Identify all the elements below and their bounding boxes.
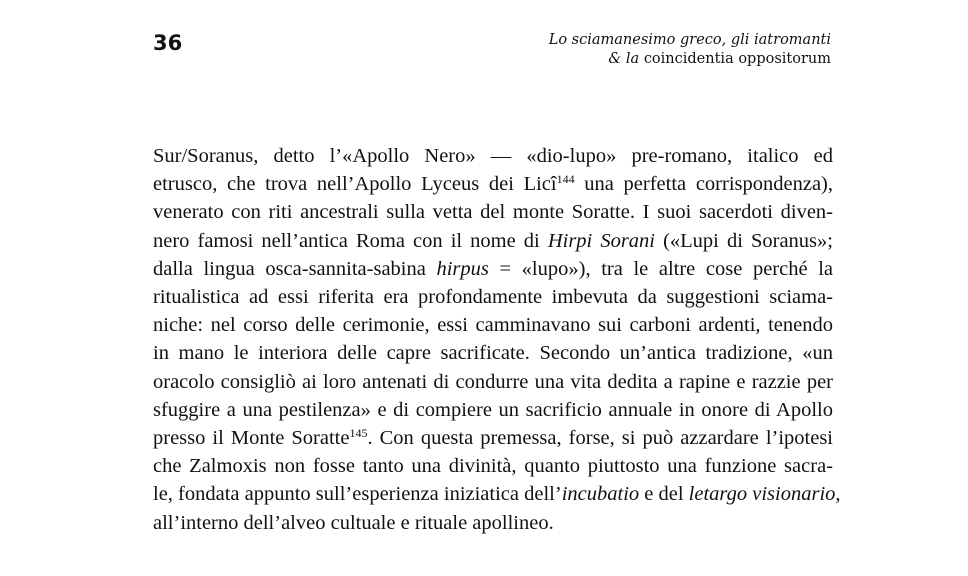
running-head-article: la <box>625 51 640 67</box>
text-line-6: ritualistica ad essi riferita era profondamente imbevuta da suggestioni sciama- <box>153 286 833 309</box>
text-line-9: oracolo consigliò ai loro antenati di condurre una vita dedita a rapine e razzie per <box>153 370 833 393</box>
running-head-ampersand: & <box>608 51 622 67</box>
italic-term-hirpus: hirpus <box>436 257 489 280</box>
italic-term-incubatio: incubatio <box>561 483 640 506</box>
text-line-10: sfuggire a una pestilenza» e di compiere un sacrificio annuale in onore di Apollo <box>153 398 833 421</box>
text-line-2 <box>153 170 833 198</box>
body-paragraph <box>153 142 841 537</box>
italic-term-hirpi-sorani: Hirpi Sorani <box>547 229 655 252</box>
text-segment: le, fondata appunto sull’esperienza iniziatica dell’ <box>153 483 562 506</box>
text-segment: dalla lingua osca-sannita-sabina <box>153 257 437 280</box>
footnote-ref-144[interactable]: 144 <box>556 172 575 187</box>
text-segment: etrusco, che trova nell’Apollo Lyceus dei Licî <box>153 173 557 196</box>
text-segment: una perfetta corrispondenza), <box>574 173 833 196</box>
text-line-14: all’interno dell’alveo cultuale e rituale apollineo. <box>153 511 554 534</box>
text-segment: e del <box>639 483 689 506</box>
text-segment: presso il Monte Soratte <box>153 427 350 450</box>
running-head-title: Lo sciamanesimo greco, gli iatromanti <box>548 32 831 48</box>
text-line-11 <box>153 424 833 452</box>
text-line-13 <box>153 480 841 508</box>
running-head-line-1 <box>549 31 831 50</box>
text-line-7: niche: nel corso delle cerimonie, essi camminavano sui carboni ardenti, tenendo <box>153 314 833 337</box>
text-segment: nero famosi nell’antica Roma con il nome di <box>153 229 548 252</box>
text-segment: = «lupo»), tra le altre cose perché la <box>488 257 833 280</box>
text-line-1: Sur/Soranus, detto l’«Apollo Nero» — «dio-lupo» pre-romano, italico ed <box>153 145 833 167</box>
page-number: 36 <box>153 31 183 55</box>
running-head-line-2 <box>549 50 831 69</box>
running-head-subtitle: coincidentia oppositorum <box>643 51 831 67</box>
text-line-8: in mano le interiora delle capre sacrificate. Secondo un’antica tradizione, «un <box>153 342 833 365</box>
text-line-5 <box>153 255 833 283</box>
italic-term-letargo-visionario: letargo visionario <box>688 483 836 506</box>
running-head <box>549 31 831 69</box>
text-line-12: che Zalmoxis non fosse tanto una divinità, quanto piuttosto una funzione sacra- <box>153 455 833 478</box>
text-line-3: venerato con riti ancestrali sulla vetta del monte Soratte. I suoi sacerdoti diven- <box>153 201 833 224</box>
footnote-ref-145[interactable]: 145 <box>349 426 368 441</box>
text-line-4 <box>153 227 833 255</box>
text-segment: , <box>835 483 841 506</box>
text-segment: . Con questa premessa, forse, si può azzardare l’ipotesi <box>367 427 833 450</box>
text-segment: («Lupi di Soranus»; <box>655 229 833 252</box>
